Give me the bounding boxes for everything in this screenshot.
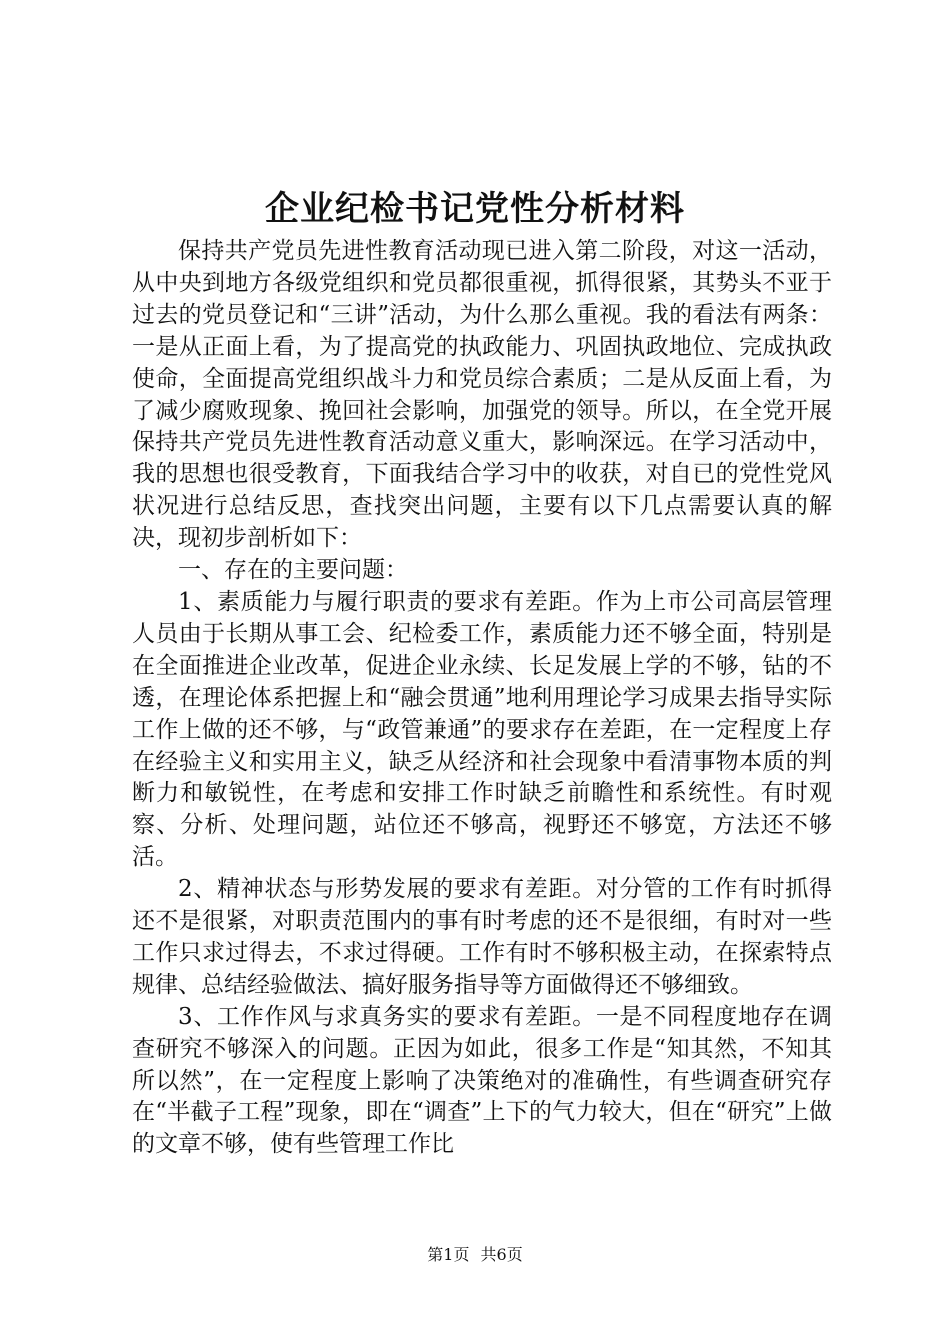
document-title: 企业纪检书记党性分析材料 xyxy=(265,189,685,229)
issue-paragraph-1: 1、素质能力与履行职责的要求有差距。作为上市公司高层管理人员由于长期从事工会、纪检委工作，素质能力还不够全面，特别是在全面推进企业改革，促进企业永续、长足发展上学的不够，钻的不透，在理论体系把握上和“融会贯通”地利用理论学习成果去指导实际工作上做的还不够，与“政管兼通”的要求存在差距，在一定程度上存在经验主义和实用主义，缺乏从经济和社会现象中看清事物本质的判断力和敏锐性，在考虑和安排工作时缺乏前瞻性和系统性。有时观察、分析、处理问题，站位还不够高，视野还不够宽，方法还不够活。 xyxy=(132,588,832,871)
page-total: 共6页 xyxy=(480,1245,523,1264)
intro-paragraph: 保持共产党员先进性教育活动现已进入第二阶段，对这一活动，从中央到地方各级党组织和党员都很重视，抓得很紧，其势头不亚于过去的党员登记和“三讲”活动，为什么那么重视。我的看法有两条：一是从正面上看，为了提高党的执政能力、巩固执政地位、完成执政使命，全面提高党组织战斗力和党员综合素质；二是从反面上看，为了减少腐败现象、挽回社会影响，加强党的领导。所以，在全党开展保持共产党员先进性教育活动意义重大，影响深远。在学习活动中，我的思想也很受教育，下面我结合学习中的收获，对自已的党性党风状况进行总结反思，查找突出问题，主要有以下几点需要认真的解决，现初步剖析如下： xyxy=(132,238,832,552)
page-number: 第1页 xyxy=(427,1245,470,1264)
section-heading: 一、存在的主要问题： xyxy=(178,557,408,584)
issue-paragraph-3: 3、工作作风与求真务实的要求有差距。一是不同程度地存在调查研究不够深入的问题。正因为如此，很多工作是“知其然，不知其所以然”，在一定程度上影响了决策绝对的准确性，有些调查研究存在“半截子工程”现象，即在“调查”上下的气力较大，但在“研究”上做的文章不够，使有些管理工作比 xyxy=(132,1003,832,1158)
issue-paragraph-2: 2、精神状态与形势发展的要求有差距。对分管的工作有时抓得还不是很紧，对职责范围内的事有时考虑的还不是很细，有时对一些工作只求过得去，不求过得硬。工作有时不够积极主动，在探索特点规律、总结经验做法、搞好服务指导等方面做得还不够细致。 xyxy=(132,876,832,998)
page-footer xyxy=(0,1244,950,1266)
document-body xyxy=(132,236,832,1161)
